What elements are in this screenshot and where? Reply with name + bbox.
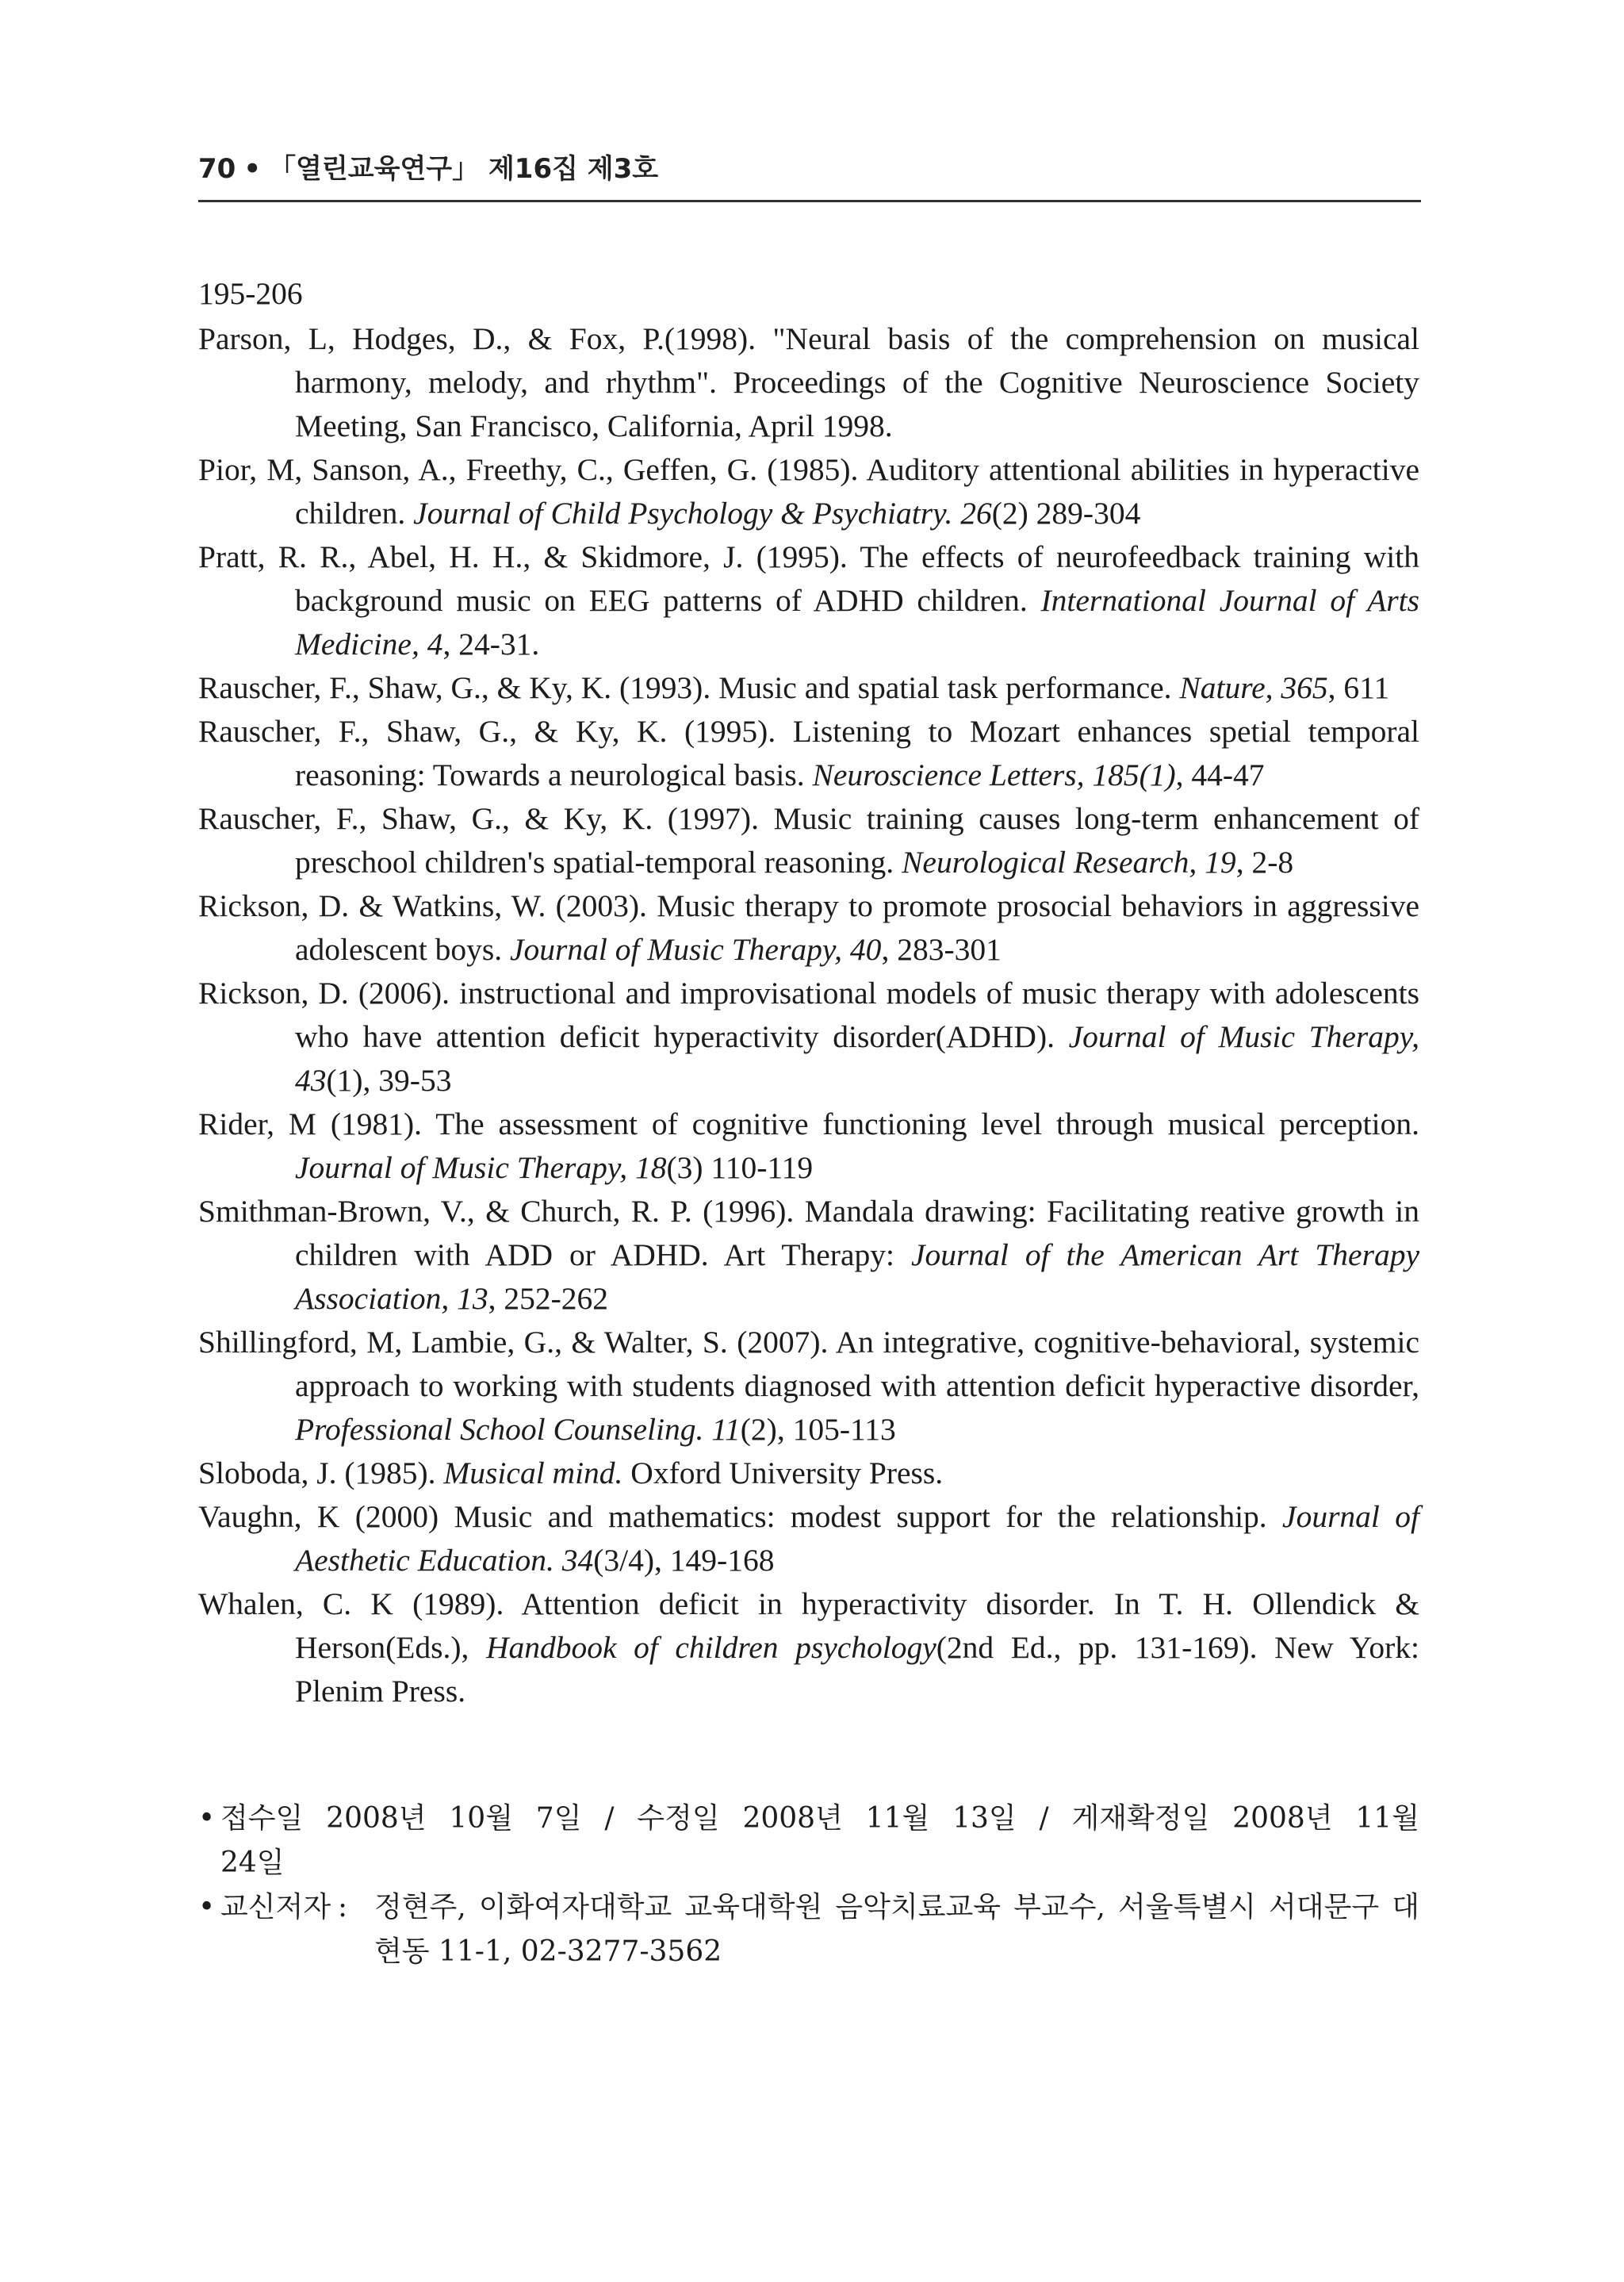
footnotes [198,1797,1419,1974]
received-date-text: 접수일 2008년 10월 7일 / 수정일 2008년 11월 13일 / 게재확정일 2008년 11월 24일 [220,1802,1419,1879]
reference-text: Smithman-Brown, V., & Church, R. P. (1996). Mandala drawing: Facilitating reative growth in children with ADD or ADHD. Art Therapy: [198,1194,1419,1272]
reference-text: , 252-262 [488,1281,608,1316]
page-number: 70 [198,153,236,185]
reference-text: Rickson, D. (2006). instructional and improvisational models of music therapy with adolescents who have attention deficit hyperactivity disorder(ADHD). [198,976,1419,1054]
reference-text: Rider, M (1981). The assessment of cognitive functioning level through musical perception. [198,1106,1419,1141]
reference-source-italic: Journal of Music Therapy, 40 [509,932,882,967]
reference-continuation: 195-206 [198,276,303,311]
reference-entry [198,535,1419,666]
reference-text: Vaughn, K (2000) Music and mathematics: modest support for the relationship. [198,1499,1283,1534]
reference-entry [198,797,1419,884]
reference-entry [198,317,1419,448]
corresponding-author-text: 정현주, 이화여자대학교 교육대학원 음악치료교육 부교수, 서울특별시 서대문구 대현동 11-1, 02-3277-3562 [374,1891,1419,1968]
reference-source-italic: Musical mind. [443,1455,623,1490]
reference-source-italic: Nature, 365 [1179,670,1328,705]
reference-source-italic: Journal of Music Therapy, 43 [295,1019,1420,1098]
reference-entry [198,666,1419,710]
reference-source-italic: Journal of Child Psychology & Psychiatry. 26 [413,496,992,531]
reference-text: Rauscher, F., Shaw, G., & Ky, K. (1995). Listening to Mozart enhances spetial temporal reasoning: Towards a neurological basis. [198,714,1419,792]
reference-entries [198,317,1419,1713]
reference-source-italic: Handbook of children psychology [485,1630,936,1665]
reference-text: Parson, L, Hodges, D., & Fox, P.(1998). "Neural basis of the comprehension on musical harmony, melody, and rhythm". Proceedings of the Cognitive Neuroscience Society Meeting, San Francisco, California, April 1998. [198,321,1419,443]
reference-list [198,272,1419,1713]
reference-text: , 611 [1327,670,1390,705]
reference-text: Shillingford, M, Lambie, G., & Walter, S. (2007). An integrative, cognitive-behavioral, systemic approach to working with students diagnosed with attention deficit hyperactive disorder, [198,1325,1419,1403]
reference-source-italic: Journal of the American Art Therapy Association, 13 [295,1237,1419,1316]
running-header [198,147,1419,186]
received-date-note [198,1797,1419,1885]
reference-entry [198,1103,1419,1190]
reference-text: Sloboda, J. (1985). [198,1455,444,1490]
journal-title: 「열린교육연구」 제16집 제3호 [269,153,659,185]
reference-text: (2), 105-113 [740,1412,896,1447]
reference-text: (2nd Ed., pp. 131-169). New York: Plenim Press. [295,1630,1419,1709]
reference-text: (3/4), 149-168 [593,1543,775,1578]
reference-text: Pior, M, Sanson, A., Freethy, C., Geffen, G. (1985). Auditory attentional abilities in hyperactive children. [198,452,1419,531]
reference-entry [198,1495,1419,1582]
reference-text: , 2-8 [1235,845,1294,880]
reference-text: Rauscher, F., Shaw, G., & Ky, K. (1997). Music training causes long-term enhancement of preschool children's spatial-temporal reasoning. [198,801,1419,880]
reference-entry [198,1582,1419,1713]
reference-entry [198,972,1419,1103]
reference-text: Pratt, R. R., Abel, H. H., & Skidmore, J. (1995). The effects of neurofeedback training with background music on EEG patterns of ADHD children. [198,539,1419,618]
label-separator: : [338,1891,348,1923]
reference-entry [198,1190,1419,1321]
reference-text: Whalen, C. K (1989). Attention deficit in hyperactivity disorder. In T. H. Ollendick & Herson(Eds.), [198,1586,1419,1665]
reference-text: (2) 289-304 [991,496,1141,531]
reference-source-italic: Professional School Counseling. 11 [295,1412,741,1447]
reference-source-italic: International Journal of Arts Medicine, 4 [295,583,1419,662]
reference-entry [198,1452,1419,1495]
note-bullet: • [198,1891,216,1923]
note-bullet: • [198,1802,216,1835]
reference-text: , 44-47 [1175,757,1265,792]
reference-source-italic: Neuroscience Letters, 185(1) [812,757,1176,792]
reference-source-italic: Neurological Research, 19 [902,845,1236,880]
reference-text: Rauscher, F., Shaw, G., & Ky, K. (1993). Music and spatial task performance. [198,670,1180,705]
reference-text: , 283-301 [881,932,1002,967]
reference-text: Rickson, D. & Watkins, W. (2003). Music therapy to promote prosocial behaviors in aggressive adolescent boys. [198,888,1419,967]
reference-text: (3) 110-119 [666,1150,814,1185]
header-bullet: • [243,153,262,185]
corresponding-author-label: 교신저자 [220,1891,331,1923]
reference-text: Oxford University Press. [622,1455,944,1490]
corresponding-author-note [198,1885,1419,1974]
reference-entry [198,884,1419,972]
reference-text: , 24-31. [442,627,540,662]
reference-text: (1), 39-53 [326,1063,452,1098]
reference-entry [198,710,1419,797]
reference-source-italic: Journal of Aesthetic Education. 34 [295,1499,1419,1578]
reference-source-italic: Journal of Music Therapy, 18 [295,1150,667,1185]
reference-entry [198,448,1419,535]
reference-entry [198,1321,1419,1452]
header-rule [198,200,1421,202]
